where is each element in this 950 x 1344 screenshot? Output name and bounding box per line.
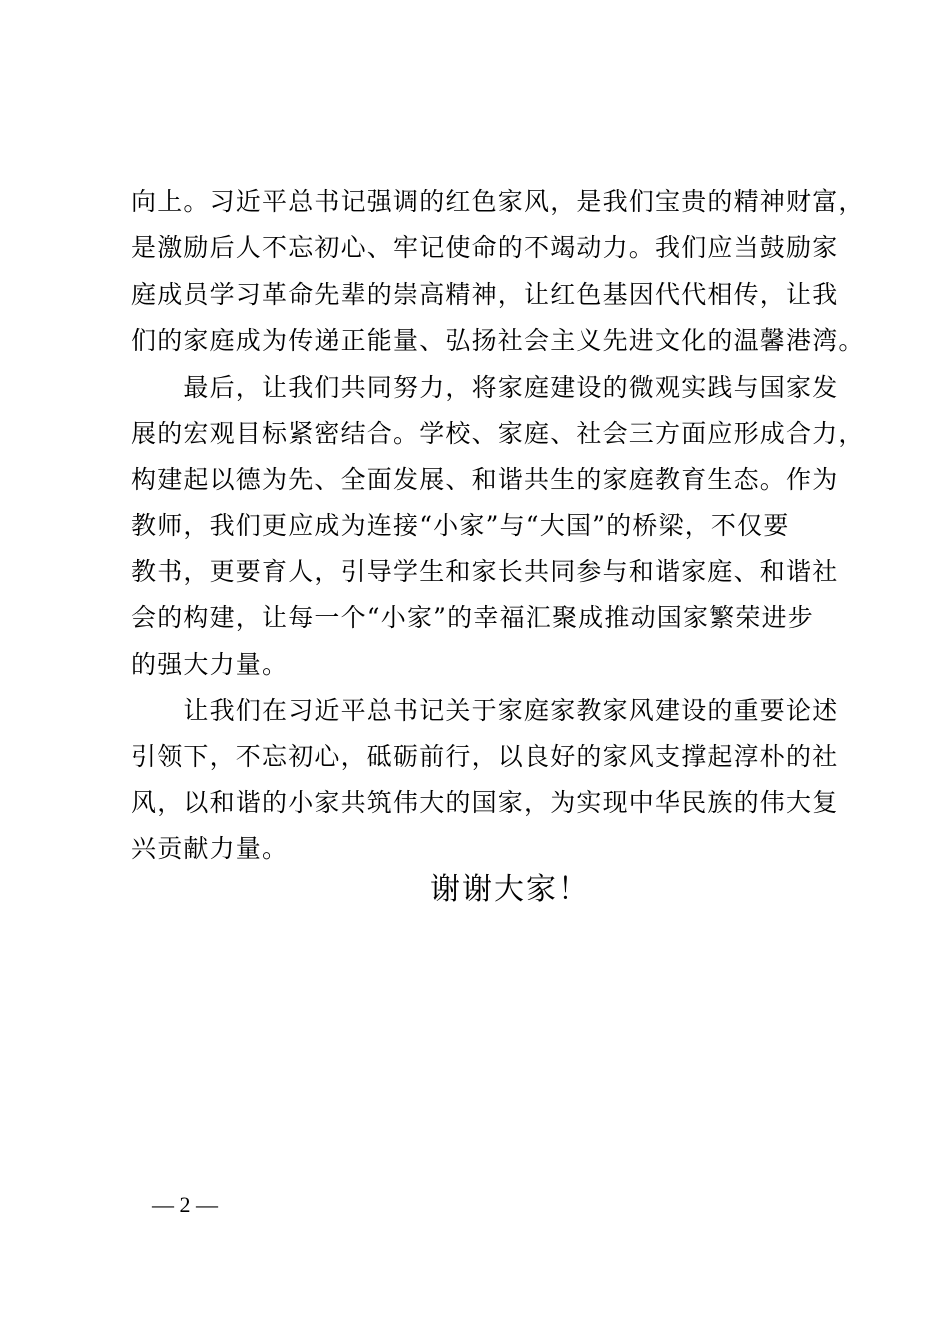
paragraph-line: 教师，我们更应成为连接“小家”与“大国”的桥梁，不仅要 [131,511,790,540]
paragraph-line: 风，以和谐的小家共筑伟大的国家，为实现中华民族的伟大复 [131,788,839,817]
paragraph-line: 庭成员学习革命先辈的崇高精神，让红色基因代代相传，让我 [131,280,839,309]
paragraph-line: 构建起以德为先、全面发展、和谐共生的家庭教育生态。作为 [131,465,839,494]
paragraph-line: 会的构建，让每一个“小家”的幸福汇聚成推动国家繁荣进步 [131,603,814,632]
page-number: — 2 — [152,1192,218,1217]
paragraph-line: 兴贡献力量。 [131,834,289,863]
closing-remark: 谢谢大家！ [430,872,590,907]
paragraph-line: 们的家庭成为传递正能量、弘扬社会主义先进文化的温馨港湾。 [131,326,865,355]
paragraph-line: 是激励后人不忘初心、牢记使命的不竭动力。我们应当鼓励家 [131,233,839,262]
paragraph-line: 让我们在习近平总书记关于家庭家教家风建设的重要论述 [131,696,839,725]
paragraph-line: 的强大力量。 [131,650,289,679]
paragraph-line: 引领下，不忘初心，砥砺前行，以良好的家风支撑起淳朴的社 [131,742,839,771]
paragraph-line: 最后，让我们共同努力，将家庭建设的微观实践与国家发 [131,373,839,402]
paragraph-line: 向上。习近平总书记强调的红色家风，是我们宝贵的精神财富， [131,187,865,216]
paragraph-line: 展的宏观目标紧密结合。学校、家庭、社会三方面应形成合力， [131,419,865,448]
paragraph-line: 教书，更要育人，引导学生和家长共同参与和谐家庭、和谐社 [131,557,839,586]
